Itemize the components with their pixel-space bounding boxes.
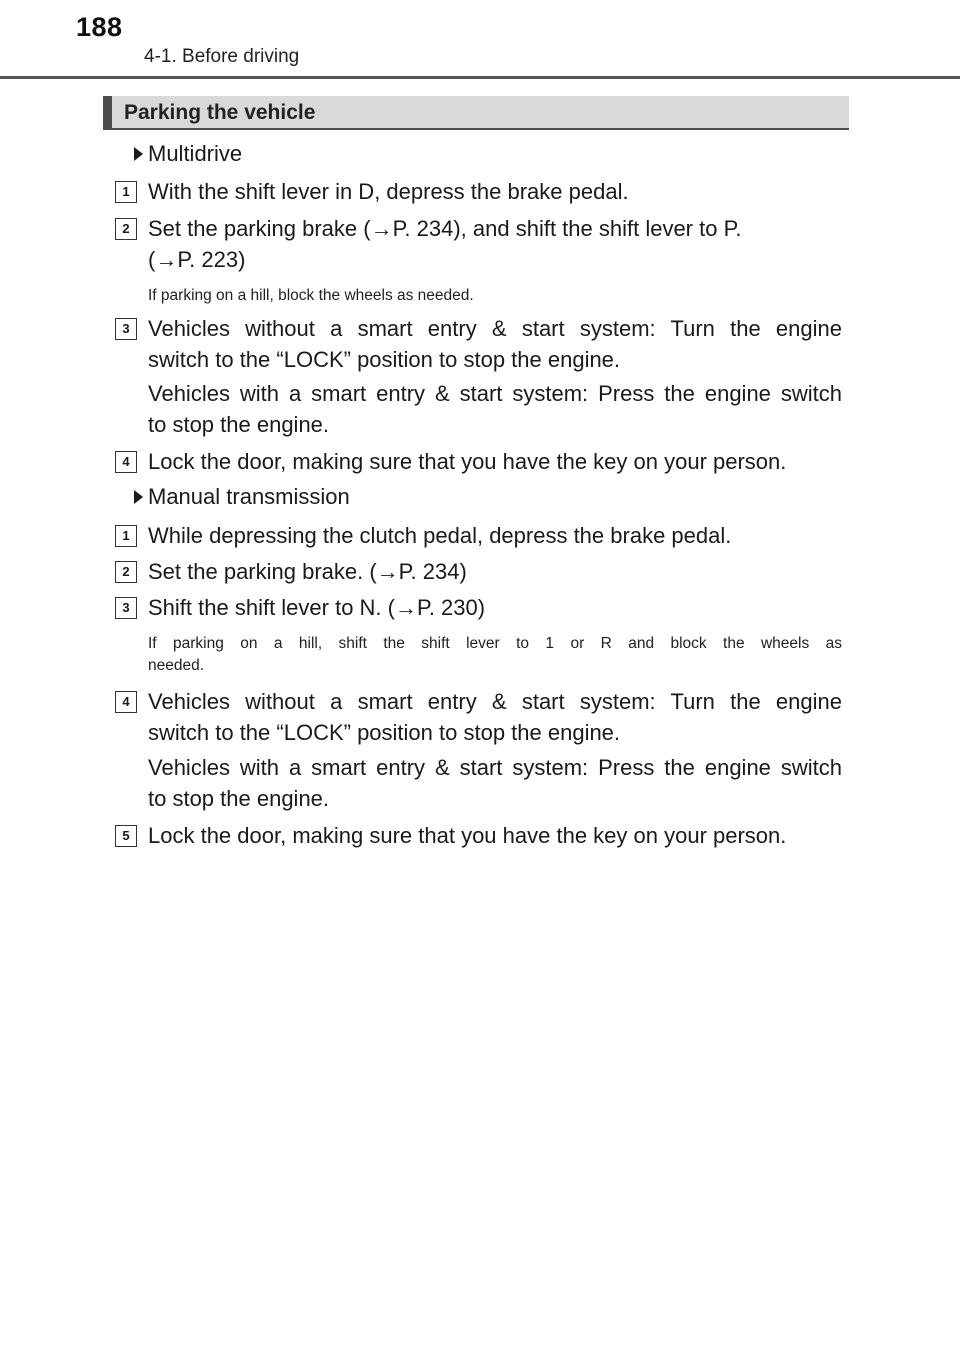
step-text: switch to the “LOCK” position to stop the engine. xyxy=(148,720,621,745)
step-number-box: 2 xyxy=(115,218,137,240)
step-note: If parking on a hill, shift the shift lever to 1 or R and block the wheels as xyxy=(148,635,842,652)
section-header xyxy=(103,96,849,130)
section-title: Parking the vehicle xyxy=(124,101,316,124)
step-text: Vehicles with a smart entry & start system: Press the engine switch xyxy=(148,381,842,406)
step-number-box: 1 xyxy=(115,525,137,547)
step-note: needed. xyxy=(148,657,205,674)
section-reference: 4-1. Before driving xyxy=(144,46,300,67)
step-number-box: 4 xyxy=(115,451,137,473)
step-text: to stop the engine. xyxy=(148,786,330,811)
manual-transmission-heading xyxy=(134,484,350,510)
page-number: 188 xyxy=(76,12,123,42)
step-number-box: 2 xyxy=(115,561,137,583)
bullet-label: Manual transmission xyxy=(148,484,350,509)
step-text: Vehicles without a smart entry & start system: Turn the engine xyxy=(148,689,842,714)
step-number-box: 4 xyxy=(115,691,137,713)
step-text: With the shift lever in D, depress the brake pedal. xyxy=(148,179,629,204)
step-note: If parking on a hill, block the wheels as needed. xyxy=(148,287,474,304)
triangle-bullet-icon xyxy=(134,490,143,504)
step-text: Lock the door, making sure that you have the key on your person. xyxy=(148,823,787,848)
step-text: Vehicles with a smart entry & start system: Press the engine switch xyxy=(148,755,842,780)
step-number-box: 3 xyxy=(115,318,137,340)
step-text: switch to the “LOCK” position to stop the engine. xyxy=(148,347,621,372)
step-text: Shift the shift lever to N. (→P. 230) xyxy=(148,595,486,620)
step-number-box: 3 xyxy=(115,597,137,619)
step-number-box: 1 xyxy=(115,181,137,203)
step-text: to stop the engine. xyxy=(148,412,330,437)
header-rule xyxy=(0,76,960,79)
multidrive-heading xyxy=(134,141,242,167)
step-text: Set the parking brake. (→P. 234) xyxy=(148,559,467,584)
step-text: (→P. 223) xyxy=(148,247,246,272)
triangle-bullet-icon xyxy=(134,147,143,161)
bullet-label: Multidrive xyxy=(148,141,243,166)
step-text: Set the parking brake (→P. 234), and shift the shift lever to P. xyxy=(148,216,742,241)
step-number-box: 5 xyxy=(115,825,137,847)
step-text: While depressing the clutch pedal, depress the brake pedal. xyxy=(148,523,732,548)
step-text: Vehicles without a smart entry & start system: Turn the engine xyxy=(148,316,842,341)
step-text: Lock the door, making sure that you have the key on your person. xyxy=(148,449,787,474)
